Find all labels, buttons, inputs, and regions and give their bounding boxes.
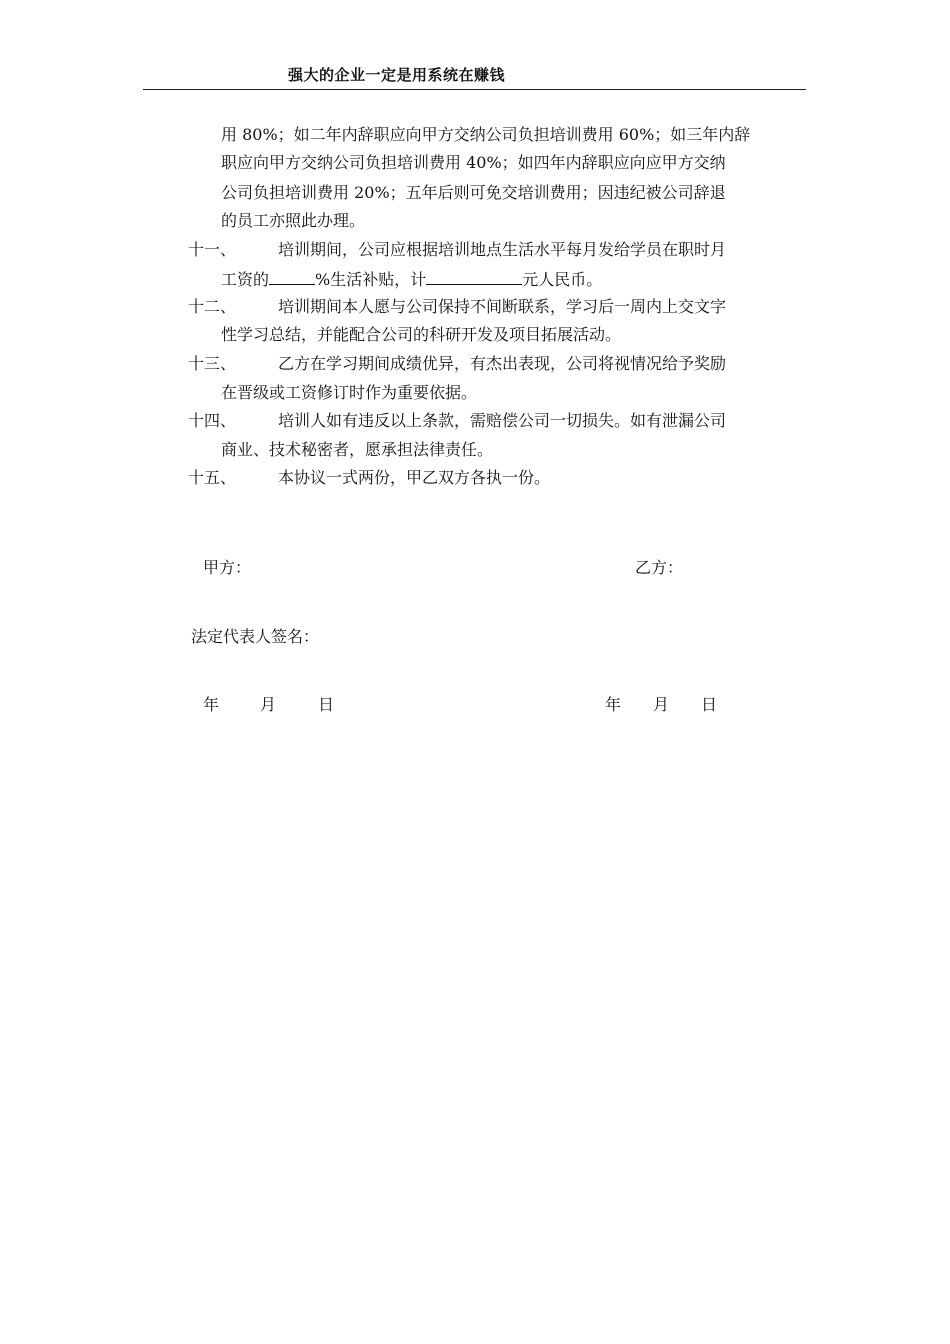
party-b-date-year: 年 bbox=[605, 695, 622, 714]
clause15-number: 十五、 bbox=[188, 468, 237, 487]
clause11-text-b: %生活补贴，计 bbox=[315, 270, 427, 289]
clause11-line-1: 培训期间，公司应根据培训地点生活水平每月发给学员在职时月 bbox=[278, 240, 727, 259]
party-a-date-month: 月 bbox=[260, 695, 277, 714]
clause13-number: 十三、 bbox=[188, 354, 237, 373]
clause10-line-4: 的员工亦照此办理。 bbox=[221, 211, 366, 230]
clause13-line-2: 在晋级或工资修订时作为重要依据。 bbox=[221, 383, 478, 402]
party-b-date-day: 日 bbox=[701, 695, 718, 714]
clause11-text-c: 元人民币。 bbox=[522, 270, 603, 289]
page-header-title: 强大的企业一定是用系统在赚钱 bbox=[288, 66, 506, 84]
clause12-line-2: 性学习总结，并能配合公司的科研开发及项目拓展活动。 bbox=[221, 325, 622, 344]
percent-blank-field[interactable] bbox=[269, 269, 315, 285]
amount-blank-field[interactable] bbox=[426, 269, 522, 285]
clause11-number: 十一、 bbox=[188, 240, 237, 259]
clause14-line-2: 商业、技术秘密者，愿承担法律责任。 bbox=[221, 440, 494, 459]
clause10-line-3: 公司负担培训费用 20%；五年后则可免交培训费用；因违纪被公司辞退 bbox=[221, 183, 726, 202]
clause10-line-1: 用 80%；如二年内辞职应向甲方交纳公司负担培训费用 60%；如三年内辞 bbox=[221, 125, 751, 144]
party-b-label: 乙方： bbox=[635, 558, 684, 577]
party-a-date-year: 年 bbox=[203, 695, 220, 714]
clause11-text-a: 工资的 bbox=[221, 270, 270, 289]
clause13-line-1: 乙方在学习期间成绩优异，有杰出表现，公司将视情况给予奖励 bbox=[278, 354, 727, 373]
party-a-date-day: 日 bbox=[318, 695, 335, 714]
header-divider bbox=[143, 89, 806, 90]
clause11-line-2 bbox=[221, 269, 602, 290]
legal-representative-signature-label: 法定代表人签名： bbox=[191, 627, 320, 646]
clause15-line-1: 本协议一式两份，甲乙双方各执一份。 bbox=[278, 468, 551, 487]
clause12-line-1: 培训期间本人愿与公司保持不间断联系，学习后一周内上交文字 bbox=[278, 297, 727, 316]
party-a-label: 甲方： bbox=[203, 558, 252, 577]
clause14-line-1: 培训人如有违反以上条款，需赔偿公司一切损失。如有泄漏公司 bbox=[278, 411, 727, 430]
party-b-date-month: 月 bbox=[653, 695, 670, 714]
clause10-line-2: 职应向甲方交纳公司负担培训费用 40%；如四年内辞职应向应甲方交纳 bbox=[221, 153, 726, 172]
clause12-number: 十二、 bbox=[188, 297, 237, 316]
clause14-number: 十四、 bbox=[188, 411, 237, 430]
